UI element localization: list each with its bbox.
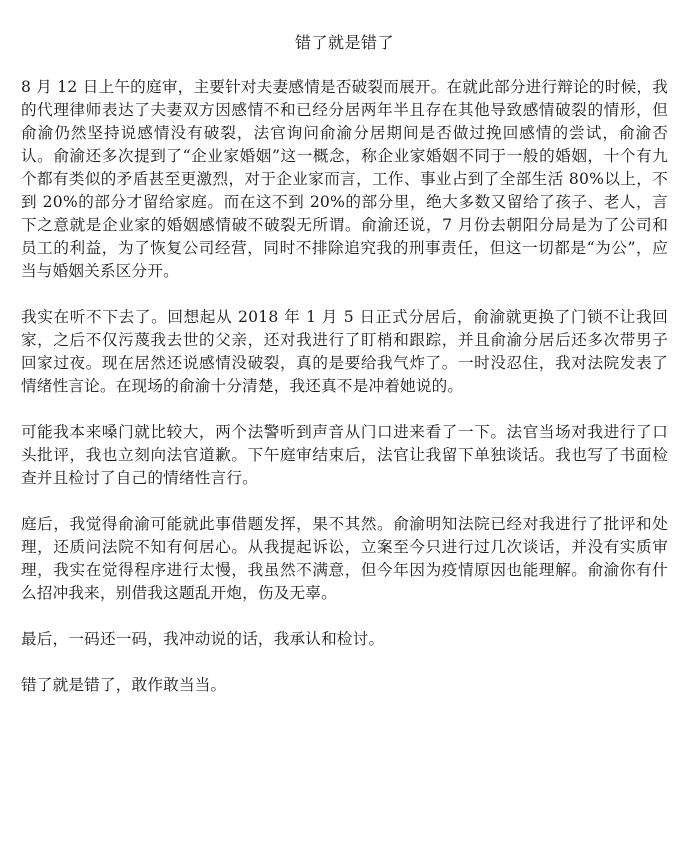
paragraph-apology-to-judge: 可能我本来嗓门就比较大，两个法警听到声音从门口进来看了一下。法官当场对我进行了口头批评，我也立刻向法官道歉。下午庭审结束后，法官让我留下单独谈话。我也写了书面检查并且检讨了自己的情绪性言行。: [21, 423, 668, 487]
document-title: 错了就是错了: [294, 33, 394, 52]
paragraph-closing: 错了就是错了，敢作敢当当。: [21, 676, 227, 694]
paragraph-after-hearing: 庭后，我觉得俞渝可能就此事借题发挥，果不其然。俞渝明知法院已经对我进行了批评和处理，还质问法院不知有何居心。从我提起诉讼，立案至今只进行过几次谈话，并没有实质审理，我实在觉得程序进行太慢，我虽然不满意，但今年因为疫情原因也能理解。俞渝你有什么招冲我来，别借我这题乱开炮，伤及无辜。: [21, 515, 668, 602]
paragraph-court-hearing: 8 月 12 日上午的庭审，主要针对夫妻感情是否破裂而展开。在就此部分进行辩论的时候，我的代理律师表达了夫妻双方因感情不和已经分居两年半且存在其他导致感情破裂的情形，但俞渝仍然坚持说感情没有破裂，法官询问俞渝分居期间是否做过挽回感情的尝试，俞渝否认。俞渝还多次提到了“企业家婚姻”这一概念，称企业家婚姻不同于一般的婚姻，十个有九个都有类似的矛盾甚至更激烈，对于企业家而言，工作、事业占到了全部生活 80%以上，不到 20%的部分才留给家庭。而在这不到 20%的部分里，绝大多数又留给了孩子、老人，言下之意就是企业家的婚姻感情破不破裂无所谓。俞渝还说，7 月份去朝阳分局是为了公司和员工的利益，为了恢复公司经营，同时不排除追究我的刑事责任，但这一切都是“为公”，应当与婚姻关系区分开。: [21, 78, 668, 280]
paragraph-could-not-listen: 我实在听不下去了。回想起从 2018 年 1 月 5 日正式分居后，俞渝就更换了门锁不让我回家，之后不仅污蔑我去世的父亲，还对我进行了盯梢和跟踪，并且俞渝分居后还多次带男子回家过夜。现在居然还说感情没破裂，真的是要给我气炸了。一时没忍住，我对法院发表了情绪性言论。在现场的俞渝十分清楚，我还真不是冲着她说的。: [21, 308, 668, 395]
paragraph-conclusion: 最后，一码还一码，我冲动说的话，我承认和检讨。: [21, 630, 385, 648]
